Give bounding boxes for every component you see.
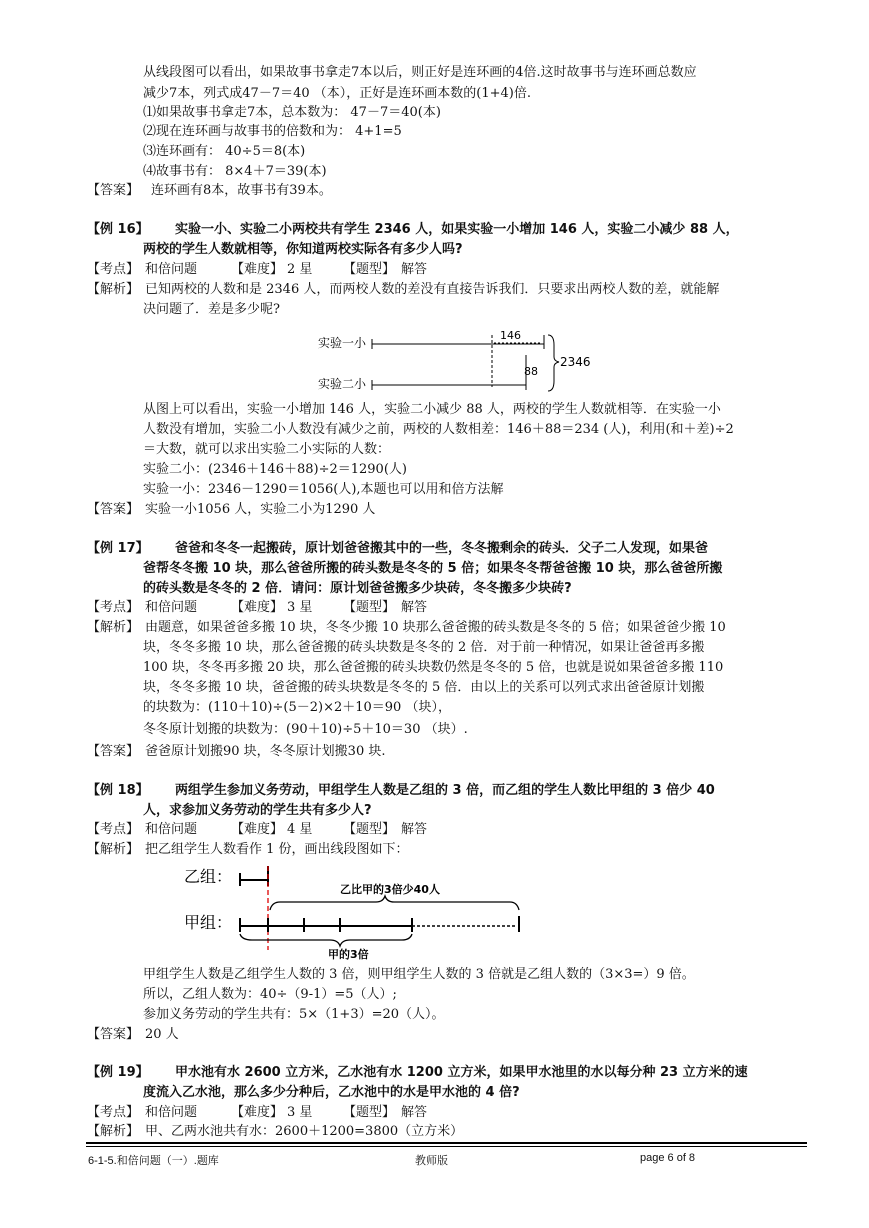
label-146: 146 xyxy=(500,329,521,342)
text-line: 实验二小：(2346＋146＋88)÷2＝1290(人) xyxy=(143,462,407,477)
text-line: 把乙组学生人数看作 1 份，画出线段图如下： xyxy=(145,842,409,857)
tixing-tag: 【题型】 xyxy=(343,822,396,837)
text-line: 块，冬冬多搬 10 块，爸爸搬的砖头块数是冬冬的 5 倍．由以上的关系可以列式求出爸爸原计划搬 xyxy=(143,680,705,695)
tixing-tag: 【题型】 xyxy=(343,262,396,277)
kaodian-tag: 【考点】 xyxy=(87,1105,140,1120)
nandu-value: 3 星 xyxy=(287,1105,313,1120)
question-line: 两组学生参加义务劳动，甲组学生人数是乙组的 3 倍，而乙组的学生人数比甲组的 3 倍少 40 xyxy=(175,783,715,798)
nandu-tag: 【难度】 xyxy=(231,822,284,837)
segment-diagram-16 xyxy=(310,325,600,397)
question-line: 甲水池有水 2600 立方米，乙水池有水 1200 立方米，如果甲水池里的水以每分种 23 立方米的速 xyxy=(175,1065,748,1080)
question-line: 的砖头数是冬冬的 2 倍．请问：原计划爸爸搬多少块砖，冬冬搬多少块砖? xyxy=(143,581,572,596)
example-label: 【例 17】 xyxy=(87,541,149,556)
step-3: ⑶连环画有： 40÷5＝8(本) xyxy=(143,144,306,159)
triple-label: 甲的3倍 xyxy=(328,948,369,961)
text-line: 所以，乙组人数为：40÷（9-1）=5（人）; xyxy=(143,987,397,1002)
text-line: 由题意，如果爸爸多搬 10 块，冬冬少搬 10 块那么爸爸搬的砖头数是冬冬的 5 倍；如果爸爸少搬 10 xyxy=(145,620,726,635)
question-line: 人，求参加义务劳动的学生共有多少人? xyxy=(143,803,372,818)
text-line: 从线段图可以看出，如果故事书拿走7本以后，则正好是连环画的4倍.这时故事书与连环画总数应 xyxy=(143,65,697,80)
answer-tag: 【答案】 xyxy=(87,1027,140,1042)
label-88: 88 xyxy=(524,365,538,378)
jiexi-tag: 【解析】 xyxy=(87,1124,140,1139)
page-number: page 6 of 8 xyxy=(640,1152,696,1164)
kaodian-value: 和倍问题 xyxy=(145,822,198,837)
nandu-tag: 【难度】 xyxy=(231,262,284,277)
text-line: 减少7本，列式成47－7＝40 （本），正好是连环画本数的(1+4)倍. xyxy=(143,86,531,101)
example-label: 【例 19】 xyxy=(87,1065,149,1080)
tixing-value: 解答 xyxy=(401,822,428,837)
text-line: 100 块，冬冬再多搬 20 块，那么爸爸搬的砖头块数仍然是冬冬的 5 倍，也就是说如果爸爸多搬 110 xyxy=(143,660,724,675)
answer-text: 爸爸原计划搬90 块，冬冬原计划搬30 块. xyxy=(145,744,386,759)
text-line: 冬冬原计划搬的块数为：(90＋10)÷5＋10＝30 （块）. xyxy=(143,722,468,737)
kaodian-tag: 【考点】 xyxy=(87,822,140,837)
tixing-value: 解答 xyxy=(401,600,428,615)
text-line: 甲组学生人数是乙组学生人数的 3 倍，则甲组学生人数的 3 倍就是乙组人数的（3×3=）9 倍。 xyxy=(143,967,695,982)
jiexi-tag: 【解析】 xyxy=(87,282,140,297)
kaodian-value: 和倍问题 xyxy=(145,1105,198,1120)
text-line: 人数没有增加，实验二小人数没有减少之前，两校的人数相差：146＋88＝234 (人)，利用(和＋差)÷2 xyxy=(143,422,734,437)
tixing-tag: 【题型】 xyxy=(343,600,396,615)
footer-left: 6-1-5.和倍问题（一）.题库 xyxy=(88,1155,219,1167)
footer-rule xyxy=(86,1142,807,1144)
nandu-tag: 【难度】 xyxy=(231,600,284,615)
question-line: 爸爸和冬冬一起搬砖，原计划爸爸搬其中的一些，冬冬搬剩余的砖头．父子二人发现，如果爸 xyxy=(175,541,709,556)
answer-text: 实验一小1056 人，实验二小为1290 人 xyxy=(145,502,376,517)
nandu-value: 3 星 xyxy=(287,600,313,615)
example-label: 【例 18】 xyxy=(87,783,149,798)
text-line: 决问题了．差是多少呢? xyxy=(143,302,280,317)
label-2346: 2346 xyxy=(560,355,591,369)
kaodian-tag: 【考点】 xyxy=(87,262,140,277)
kaodian-value: 和倍问题 xyxy=(145,262,198,277)
tixing-value: 解答 xyxy=(401,1105,428,1120)
question-line: 两校的学生人数就相等，你知道两校实际各有多少人吗? xyxy=(143,242,463,257)
diff-label: 乙比甲的3倍少40人 xyxy=(340,883,440,896)
footer-center: 教师版 xyxy=(415,1155,448,1167)
step-2: ⑵现在连环画与故事书的倍数和为： 4+1=5 xyxy=(143,124,402,139)
segment-diagram-18 xyxy=(180,858,530,962)
question-line: 实验一小、实验二小两校共有学生 2346 人，如果实验一小增加 146 人，实验二小减少 88 人， xyxy=(175,222,739,237)
question-line: 度流入乙水池，那么多少分种后，乙水池中的水是甲水池的 4 倍? xyxy=(143,1085,520,1100)
text-line: ＝大数，就可以求出实验二小实际的人数： xyxy=(143,442,391,457)
nandu-value: 2 星 xyxy=(287,262,313,277)
text-line: 实验一小：2346－1290＝1056(人),本题也可以用和倍方法解 xyxy=(143,482,504,497)
school2-label: 实验二小 xyxy=(318,377,367,391)
jiexi-tag: 【解析】 xyxy=(87,842,140,857)
answer-text: 20 人 xyxy=(145,1027,179,1042)
kaodian-value: 和倍问题 xyxy=(145,600,198,615)
answer-text: 连环画有8本，故事书有39本。 xyxy=(151,183,332,198)
answer-tag: 【答案】 xyxy=(87,744,140,759)
text-line: 已知两校的人数和是 2346 人，而两校人数的差没有直接告诉我们．只要求出两校人数的差，就能解 xyxy=(145,282,720,297)
step-1: ⑴如果故事书拿走7本，总本数为： 47－7＝40(本) xyxy=(143,105,441,120)
tixing-tag: 【题型】 xyxy=(343,1105,396,1120)
text-line: 甲、乙两水池共有水：2600＋1200=3800（立方米） xyxy=(145,1124,464,1139)
jia-label: 甲组： xyxy=(184,913,233,932)
text-line: 从图上可以看出，实验一小增加 146 人，实验二小减少 88 人，两校的学生人数就相等．在实验一小 xyxy=(143,402,721,417)
school1-label: 实验一小 xyxy=(318,336,367,350)
jiexi-tag: 【解析】 xyxy=(87,620,140,635)
answer-tag: 【答案】 xyxy=(87,502,140,517)
example-label: 【例 16】 xyxy=(87,222,149,237)
nandu-tag: 【难度】 xyxy=(231,1105,284,1120)
step-4: ⑷故事书有： 8×4＋7＝39(本) xyxy=(143,164,327,179)
tixing-value: 解答 xyxy=(401,262,428,277)
yi-label: 乙组： xyxy=(184,867,233,886)
answer-tag: 【答案】 xyxy=(87,183,140,198)
question-line: 爸帮冬冬搬 10 块，那么爸爸所搬的砖头数是冬冬的 5 倍；如果冬冬帮爸爸搬 10 块，那么爸爸所搬 xyxy=(143,561,723,576)
text-line: 的块数为：(110＋10)÷(5－2)×2＋10＝90 （块）， xyxy=(143,700,451,715)
kaodian-tag: 【考点】 xyxy=(87,600,140,615)
text-line: 块，冬冬多搬 10 块，那么爸爸搬的砖头块数是冬冬的 2 倍．对于前一种情况，如果让爸爸再多搬 xyxy=(143,640,705,655)
text-line: 参加义务劳动的学生共有：5×（1+3）=20（人）。 xyxy=(143,1007,445,1022)
nandu-value: 4 星 xyxy=(287,822,313,837)
footer-rule-thin xyxy=(86,1146,807,1147)
